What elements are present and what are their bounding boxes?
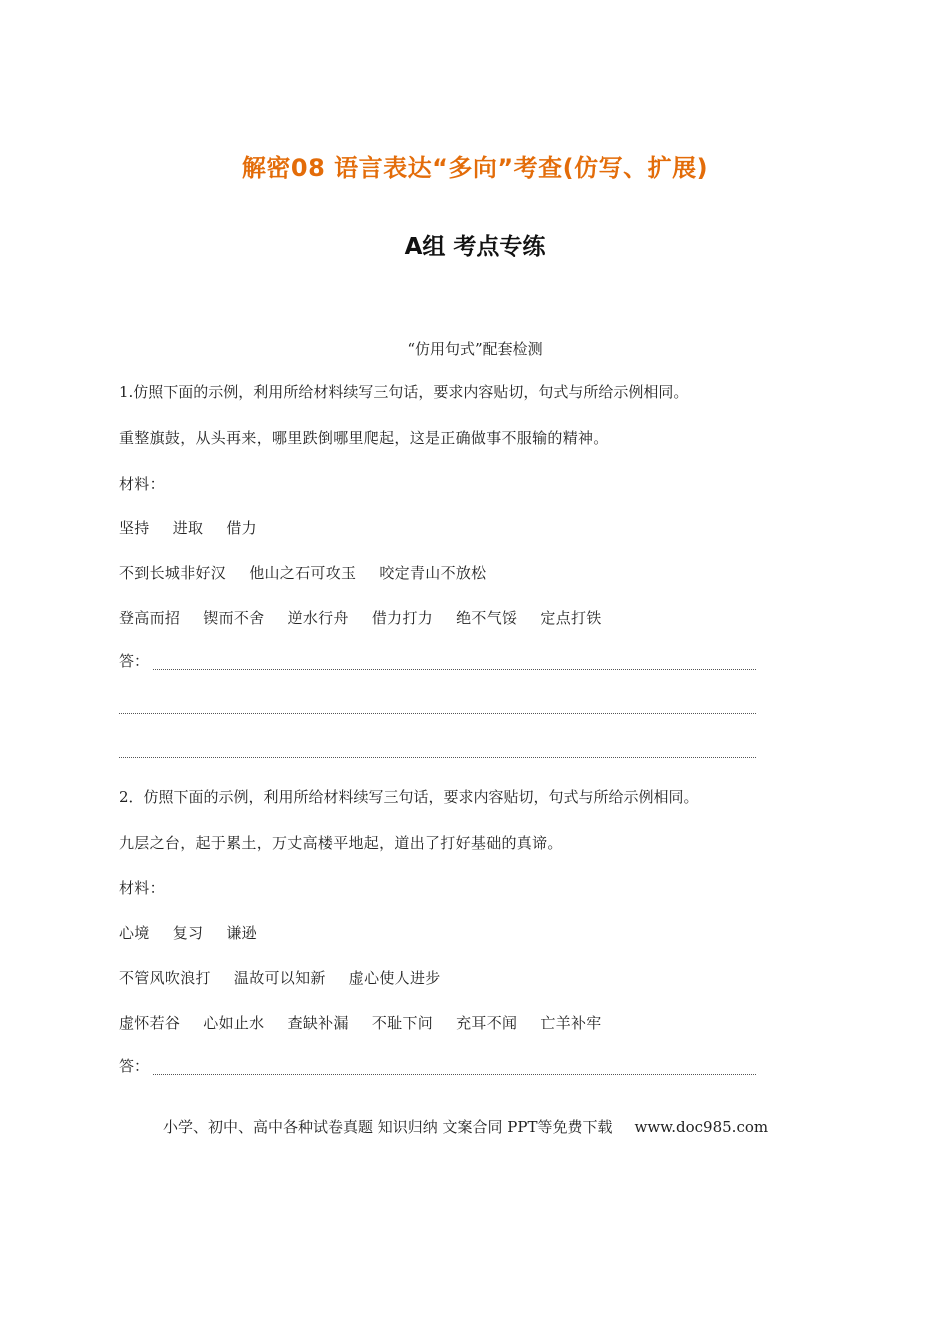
material-word: 锲而不舍: [203, 609, 265, 627]
material-word: 谦逊: [226, 924, 257, 942]
question-1-prompt: 1.仿照下面的示例，利用所给材料续写三句话，要求内容贴切，句式与所给示例相同。: [119, 383, 689, 401]
material-word: 虚心使人进步: [348, 969, 441, 987]
material-word: 他山之石可攻玉: [249, 564, 357, 582]
question-1-answer-line-1[interactable]: [119, 650, 756, 670]
material-word: 心如止水: [203, 1014, 265, 1032]
footer-url[interactable]: www.doc985.com: [634, 1118, 769, 1136]
material-word: 进取: [172, 519, 204, 537]
question-2-example: 九层之台，起于累土，万丈高楼平地起，道出了打好基础的真谛。: [119, 834, 563, 852]
material-word: 充耳不闻: [456, 1014, 518, 1032]
material-word: 借力: [226, 519, 257, 537]
dotted-rule: [153, 669, 756, 670]
dotted-rule: [119, 757, 756, 758]
material-word: 不到长城非好汉: [119, 564, 227, 582]
question-1-answer-line-2[interactable]: [119, 694, 756, 714]
material-word: 定点打铁: [540, 609, 602, 627]
question-1-material-row-3: [119, 607, 620, 628]
material-word: 绝不气馁: [456, 609, 518, 627]
answer-label: 答：: [119, 652, 150, 670]
question-1-material-row-1: [119, 517, 275, 538]
material-word: 查缺补漏: [287, 1014, 349, 1032]
question-2-material-row-3: [119, 1012, 620, 1033]
material-word: 不管风吹浪打: [119, 969, 211, 987]
dotted-rule: [153, 1074, 756, 1075]
material-word: 虚怀若谷: [119, 1014, 181, 1032]
material-word: 亡羊补牢: [540, 1014, 602, 1032]
question-1-answer-line-3[interactable]: [119, 738, 756, 758]
question-1-material-label: 材料：: [119, 475, 165, 493]
footer-text: 小学、初中、高中各种试卷真题 知识归纳 文案合同 PPT等免费下载: [163, 1118, 613, 1136]
question-1-example: 重整旗鼓，从头再来，哪里跌倒哪里爬起，这是正确做事不服输的精神。: [119, 429, 609, 447]
question-1-material-row-2: [119, 562, 504, 583]
question-2-prompt: 2．仿照下面的示例，利用所给材料续写三句话，要求内容贴切，句式与所给示例相同。: [119, 788, 699, 806]
dotted-rule: [119, 713, 756, 714]
answer-label: 答：: [119, 1057, 150, 1075]
material-word: 咬定青山不放松: [379, 564, 487, 582]
material-word: 登高而招: [119, 609, 181, 627]
material-word: 不耻下问: [371, 1014, 434, 1032]
material-word: 借力打力: [371, 609, 434, 627]
section-subheading: “仿用句式”配套检测: [407, 340, 543, 358]
material-word: 心境: [119, 924, 150, 942]
material-word: 逆水行舟: [287, 609, 349, 627]
group-title: A组 考点专练: [404, 234, 546, 260]
question-2-material-row-2: [119, 967, 459, 988]
question-2-answer-line-1[interactable]: [119, 1055, 756, 1075]
question-2-material-label: 材料：: [119, 879, 165, 897]
question-2-material-row-1: [119, 922, 275, 943]
page-title: 解密08 语言表达“多向”考查(仿写、扩展): [241, 154, 709, 182]
material-word: 坚持: [119, 519, 150, 537]
page-footer: [163, 1116, 768, 1137]
material-word: 复习: [172, 924, 204, 942]
material-word: 温故可以知新: [233, 969, 326, 987]
